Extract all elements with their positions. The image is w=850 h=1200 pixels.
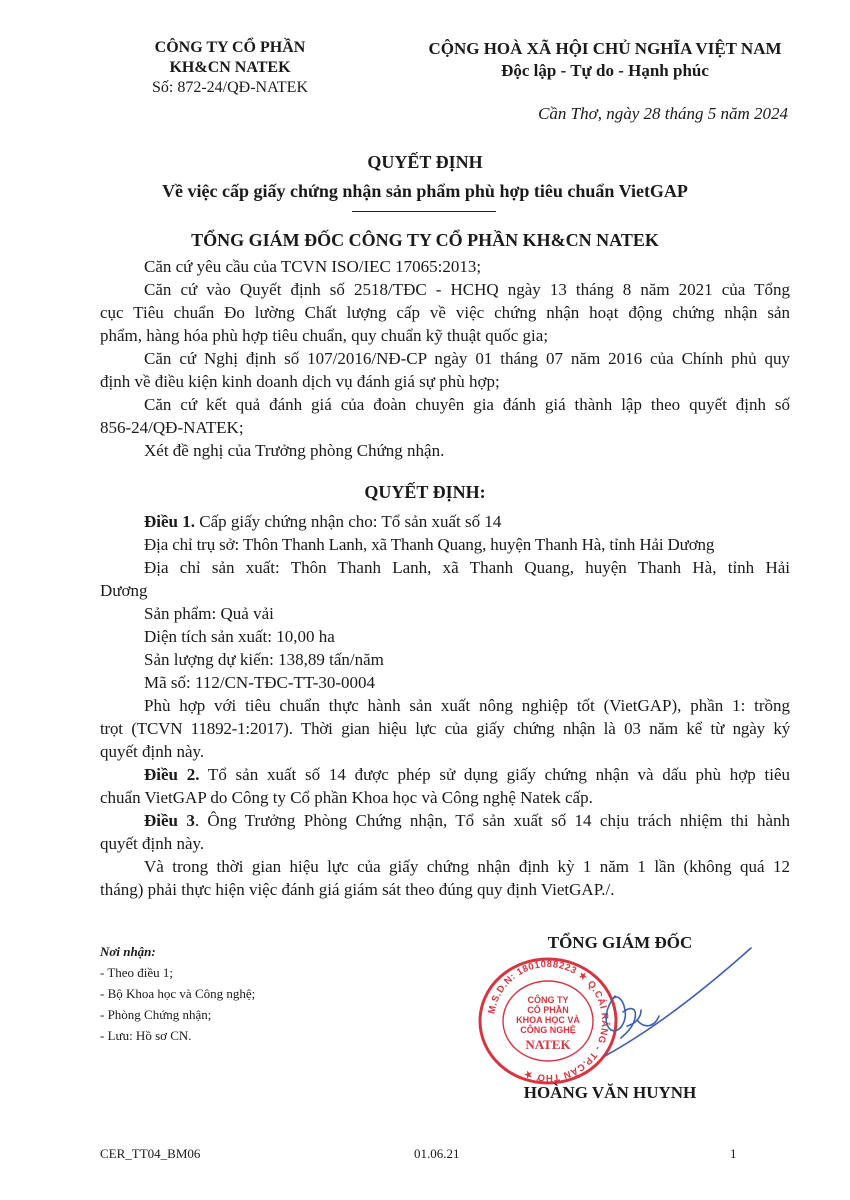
- basis-2-line3: phẩm, hàng hóa phù hợp tiêu chuẩn, quy chuẩn kỹ thuật quốc gia;: [100, 326, 549, 345]
- article-1-label: Điều 1.: [144, 512, 195, 531]
- title-underline: [352, 211, 496, 212]
- seal-line-1: CÔNG TY: [527, 995, 569, 1005]
- seal-line-2: CỔ PHẦN: [527, 1005, 569, 1015]
- page-number: 1: [730, 1146, 737, 1161]
- closing-line2: tháng) phải thực hiện việc đánh giá giám sát theo đúng quy định VietGAP./.: [100, 880, 615, 899]
- seal-line-3: KHOA HỌC VÀ: [516, 1015, 580, 1025]
- product: Sản phẩm: Quả vải: [144, 604, 274, 623]
- handwritten-signature-icon: [575, 938, 755, 1068]
- closing-line1: Và trong thời gian hiệu lực của giấy chứng nhận định kỳ 1 năm 1 lần (không quá 12: [144, 857, 790, 876]
- production-address-line2: Dương: [100, 581, 148, 600]
- article-2-label: Điều 2.: [144, 765, 200, 784]
- basis-2-line1: Căn cứ vào Quyết định số 2518/TĐC - HCHQ ngày 13 tháng 8 năm 2021 của Tổng: [144, 280, 790, 299]
- seal-line-4: CÔNG NGHỆ: [520, 1025, 576, 1035]
- basis-1: Căn cứ yêu cầu của TCVN ISO/IEC 17065:2013;: [144, 257, 482, 276]
- production-area: Diện tích sản xuất: 10,00 ha: [144, 627, 335, 646]
- article-2-line1: [100, 763, 790, 786]
- legal-bases: [100, 255, 790, 462]
- form-code: CER_TT04_BM06: [100, 1146, 201, 1161]
- decision-heading: QUYẾT ĐỊNH:: [364, 482, 486, 502]
- head-office-address: Địa chỉ trụ sở: Thôn Thanh Lanh, xã Thanh Quang, huyện Thanh Hà, tỉnh Hải Dương: [144, 535, 715, 554]
- signer-title: TỔNG GIÁM ĐỐC: [547, 933, 693, 952]
- issuer-block: [100, 38, 360, 98]
- issuing-authority: TỔNG GIÁM ĐỐC CÔNG TY CỔ PHẦN KH&CN NATEK: [191, 230, 659, 250]
- national-heading: [400, 38, 810, 82]
- conformity-line1: Phù hợp với tiêu chuẩn thực hành sản xuất nông nghiệp tốt (VietGAP), phần 1: trồng: [144, 696, 790, 715]
- recipients-title: Nơi nhận:: [100, 944, 156, 959]
- document-number: Số: 872-24/QĐ-NATEK: [152, 79, 308, 96]
- basis-3-line1: Căn cứ Nghị định số 107/2016/NĐ-CP ngày 01 tháng 07 năm 2016 của Chính phủ quy: [144, 349, 790, 368]
- recipient-item: - Lưu: Hồ sơ CN.: [100, 1028, 192, 1043]
- version-date: 01.06.21: [414, 1146, 460, 1161]
- recipient-item: - Bộ Khoa học và Công nghệ;: [100, 986, 256, 1001]
- basis-2-line2: cục Tiêu chuẩn Đo lường Chất lượng cấp về việc chứng nhận hoạt động chứng nhận sản: [100, 303, 790, 322]
- document-title: QUYẾT ĐỊNH: [367, 152, 483, 172]
- company-name-line2: KH&CN NATEK: [169, 59, 291, 76]
- national-motto: Độc lập - Tự do - Hạnh phúc: [501, 61, 709, 80]
- certificate-code: Mã số: 112/CN-TĐC-TT-30-0004: [144, 673, 376, 692]
- article-3-label: Điều 3: [144, 811, 195, 830]
- basis-3-line2: định về điều kiện kinh doanh dịch vụ đánh giá sự phù hợp;: [100, 372, 500, 391]
- seal-ring-text: M.S.D.N: 1801088223 ★ Q.CÁI RĂNG - TP.CẦN THƠ ★: [486, 958, 611, 1084]
- article-1-text: Cấp giấy chứng nhận cho: Tổ sản xuất số 14: [195, 512, 502, 531]
- recipients-block: [100, 941, 255, 1046]
- basis-4-line1: Căn cứ kết quả đánh giá của đoàn chuyên gia đánh giá thành lập theo quyết định số: [144, 395, 790, 414]
- production-address-line1: Địa chỉ sản xuất: Thôn Thanh Lanh, xã Thanh Quang, huyện Thanh Hà, tỉnh Hải: [144, 558, 790, 577]
- basis-4-line2: 856-24/QĐ-NATEK;: [100, 418, 244, 437]
- seal-line-5: NATEK: [525, 1037, 571, 1052]
- basis-5: Xét đề nghị của Trưởng phòng Chứng nhận.: [144, 441, 445, 460]
- decision-articles: [100, 510, 790, 901]
- article-3-line2: quyết định này.: [100, 834, 205, 853]
- issue-date: Cần Thơ, ngày 28 tháng 5 năm 2024: [538, 104, 788, 123]
- signer-name: HOÀNG VĂN HUYNH: [523, 1083, 697, 1102]
- article-2-line2: chuẩn VietGAP do Công ty Cổ phần Khoa học và Công nghệ Natek cấp.: [100, 788, 593, 807]
- recipient-item: - Phòng Chứng nhận;: [100, 1007, 212, 1022]
- article-2-text: Tổ sản xuất số 14 được phép sử dụng giấy chứng nhận và dấu phù hợp tiêu: [199, 765, 790, 784]
- conformity-line2: trọt (TCVN 11892-1:2017). Thời gian hiệu lực của giấy chứng nhận là 03 năm kể từ ngày ký: [100, 719, 790, 738]
- nation-name: CỘNG HOÀ XÃ HỘI CHỦ NGHĨA VIỆT NAM: [428, 39, 782, 58]
- company-name-line1: CÔNG TY CỔ PHẦN: [154, 39, 306, 56]
- document-subtitle: Về việc cấp giấy chứng nhận sản phẩm phù hợp tiêu chuẩn VietGAP: [162, 181, 688, 201]
- expected-output: Sản lượng dự kiến: 138,89 tấn/năm: [144, 650, 384, 669]
- article-3-line1: [100, 809, 790, 832]
- article-1-line: [100, 510, 790, 533]
- conformity-line3: quyết định này.: [100, 742, 205, 761]
- recipient-item: - Theo điều 1;: [100, 965, 174, 980]
- article-3-text: . Ông Trưởng Phòng Chứng nhận, Tổ sản xuất số 14 chịu trách nhiệm thi hành: [194, 811, 790, 830]
